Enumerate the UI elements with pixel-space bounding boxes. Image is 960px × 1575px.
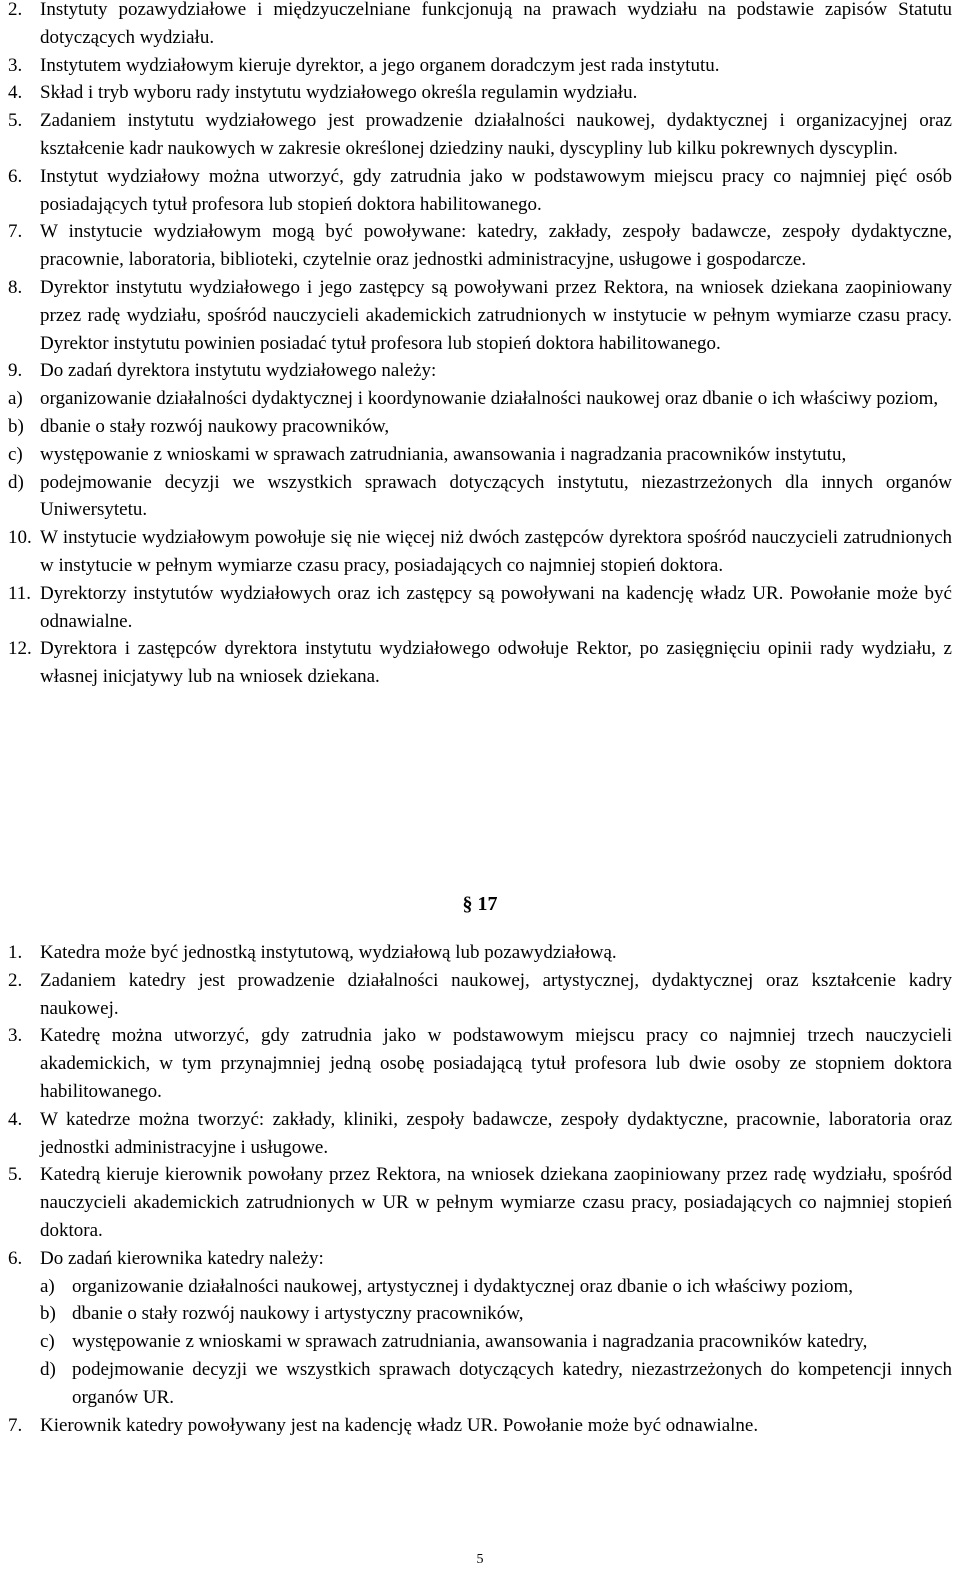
list-item: 6. Do zadań kierownika katedry należy: [8, 1247, 324, 1269]
list-item: 3. Katedrę można utworzyć, gdy zatrudnia jako w podstawowym miejscu pracy co najmniej trzech nauczycieli akademickich, w tym przynajmniej jedną osobę posiadającą tytuł profesora lub dwie osoby ze stopniem doktora habilitowanego. [8, 1025, 952, 1102]
section-17-list [8, 939, 952, 1439]
list-item: 2. Zadaniem katedry jest prowadzenie działalności naukowej, artystycznej, dydaktycznej oraz kształcenie kadry naukowej. [8, 969, 952, 1019]
list-item: 6. Instytut wydziałowy można utworzyć, gdy zatrudnia jako w podstawowym miejscu pracy co najmniej pięć osób posiadających tytuł profesora lub stopień doktora habilitowanego. [8, 165, 952, 215]
list-item: 5. Katedrą kieruje kierownik powołany przez Rektora, na wniosek dziekana zaopiniowany przez radę wydziału, spośród nauczycieli akademickich zatrudnionych w UR w pełnym wymiarze czasu pracy, posiadających co najmniej stopień doktora. [8, 1164, 952, 1241]
list-item: 7. Kierownik katedry powoływany jest na kadencję władz UR. Powołanie może być odnawialne. [8, 1414, 759, 1436]
list-item: 1. Katedra może być jednostką instytutową, wydziałową lub pozawydziałową. [8, 942, 617, 963]
list-item: 10. W instytucie wydziałowym powołuje się nie więcej niż dwóch zastępców dyrektora spośród nauczycieli zatrudnionych w instytucie w pełnym wymiarze czasu pracy, posiadających co najmniej stopień doktora. [8, 527, 952, 576]
list-subitem: d) podejmowanie decyzji we wszystkich sprawach dotyczących katedry, niezastrzeżonych do kompetencji innych organów UR. [40, 1358, 952, 1408]
list-item: 11. Dyrektorzy instytutów wydziałowych oraz ich zastępcy są powoływani na kadencję władz UR. Powołanie może być odnawialne. [8, 582, 952, 632]
list-item: 9. Do zadań dyrektora instytutu wydziałowego należy: [8, 360, 437, 382]
list-item: 12. Dyrektora i zastępców dyrektora instytutu wydziałowego odwołuje Rektor, po zasięgnięciu opinii rady wydziału, z własnej inicjatywy lub na wniosek dziekana. [8, 638, 952, 688]
list-subitem: c) występowanie z wnioskami w sprawach zatrudniania, awansowania i nagradzania pracowników katedry, [40, 1331, 868, 1353]
list-subitem: c) występowanie z wnioskami w sprawach zatrudniania, awansowania i nagradzania pracowników instytutu, [8, 443, 847, 465]
list-item: 2. Instytuty pozawydziałowe i międzyuczelniane funkcjonują na prawach wydziału na podstawie zapisów Statutu dotyczących wydziału. [8, 0, 952, 48]
list-item: 5. Zadaniem instytutu wydziałowego jest prowadzenie działalności naukowej, dydaktycznej i organizacyjnej oraz kształcenie kadr naukowych w zakresie określonej dziedziny nauki, dyscypliny lub kilku pokrewnych dyscyplin. [8, 110, 952, 159]
list-subitem: a) organizowanie działalności naukowej, artystycznej i dydaktycznej oraz dbanie o ich właściwy poziom, [40, 1275, 854, 1297]
list-subitem: a) organizowanie działalności dydaktycznej i koordynowanie działalności naukowej oraz dbanie o ich właściwy poziom, [8, 388, 939, 410]
page-number: 5 [476, 1552, 484, 1567]
list-subitem: d) podejmowanie decyzji we wszystkich sprawach dotyczących instytutu, niezastrzeżonych dla innych organów Uniwersytetu. [8, 471, 952, 521]
list-item: 4. W katedrze można tworzyć: zakłady, kliniki, zespoły badawcze, zespoły dydaktyczne, pracownie, laboratoria oraz jednostki administracyjne i usługowe. [8, 1108, 952, 1158]
list-subitem: b) dbanie o stały rozwój naukowy pracowników, [8, 415, 390, 437]
list-item: 4. Skład i tryb wyboru rady instytutu wydziałowego określa regulamin wydziału. [8, 82, 638, 104]
list-item: 8. Dyrektor instytutu wydziałowego i jego zastępcy są powoływani przez Rektora, na wniosek dziekana zaopiniowany przez radę wydziału, spośród nauczycieli akademickich zatrudnionych w instytucie w pełnym wymiarze czasu pracy. Dyrektor instytutu powinien posiadać tytuł profesora lub stopień doktora habilitowanego. [8, 276, 952, 354]
list-item: 7. W instytucie wydziałowym mogą być powoływane: katedry, zakłady, zespoły badawcze, zespoły dydaktyczne, pracownie, laboratoria, biblioteki, czytelnie oraz jednostki administracyjne, usługowe i gospodarcze. [8, 221, 952, 271]
section-heading: § 17 [462, 893, 498, 915]
list-subitem: b) dbanie o stały rozwój naukowy i artystyczny pracowników, [40, 1303, 524, 1325]
section-16-list [8, 0, 952, 691]
list-item: 3. Instytutem wydziałowym kieruje dyrektor, a jego organem doradczym jest rada instytutu. [8, 54, 720, 76]
